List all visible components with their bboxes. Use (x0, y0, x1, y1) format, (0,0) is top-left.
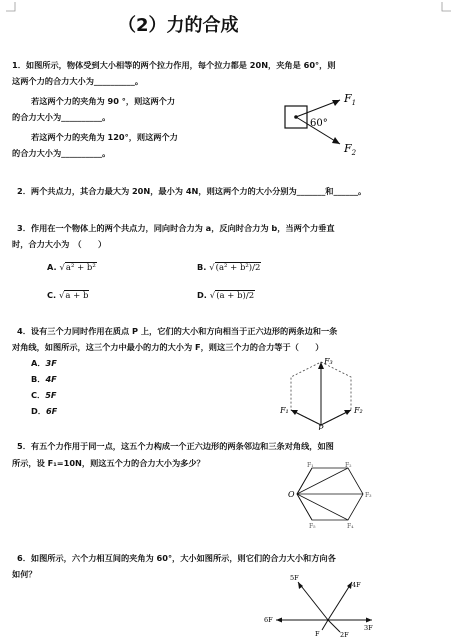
q4-option-d[interactable] (31, 406, 57, 417)
q6-arrow-5f (298, 582, 328, 620)
q4-option-b[interactable] (31, 374, 57, 385)
q3-option-a-label: A. (47, 262, 57, 272)
q1-line3: 若这两个力的夹角为 90 °，则这两个力 (31, 96, 176, 106)
q4-label-f3: F₃ (324, 357, 333, 366)
q6-label-6f: 6F (264, 616, 273, 624)
q6-label-5f: 5F (290, 574, 299, 582)
q3-option-b-expr: √(a² + b²)/2 (209, 263, 261, 273)
q3-option-c-label: C. (47, 290, 57, 300)
q6-label-3f: 3F (364, 624, 373, 632)
q6-arrow-4f (328, 582, 352, 620)
q5-label-f1: F₁ (307, 462, 314, 469)
q6-label-2f: 2F (340, 631, 349, 638)
q1-label-f1: $F_1$ (344, 92, 357, 107)
q6-arrow-f (322, 620, 328, 630)
q1-line4: 的合力大小为__________。 (12, 112, 111, 122)
q3-option-d-expr: √(a + b)/2 (209, 291, 255, 301)
q3-line2: 时，合力大小为 （ ） (12, 239, 107, 249)
q1-line1: 1．如图所示，物体受到大小相等的两个拉力作用，每个拉力都是 20N，夹角是 60°，则 (12, 60, 336, 70)
q1-line5: 若这两个力的夹角为 120°，则这两个力 (31, 132, 178, 142)
q6-line2: 如何？ (12, 569, 37, 579)
q3-option-d-label: D. (197, 290, 207, 300)
q4-line2: 对角线，如图所示，这三个力中最小的力的大小为 F，则这三个力的合力等于（ ） (12, 342, 324, 352)
q4-line1: 4．设有三个力同时作用在质点 P 上，它们的大小和方向相当于正六边形的两条边和一条 (17, 326, 338, 336)
q4-label-p: P (318, 424, 324, 430)
q6-label-f: F (315, 630, 320, 638)
q4-option-d-label: D． (31, 406, 46, 416)
q1-arrowhead-f2 (332, 137, 340, 144)
corner-mark-top-left (6, 2, 16, 12)
q4-option-a[interactable] (31, 358, 57, 369)
q6-line1: 6．如图所示，六个力相互间的夹角为 60°，大小如图所示，则它们的合力大小和方向各 (17, 553, 336, 563)
q1-force-diagram (280, 86, 370, 156)
q3-line1: 3．作用在一个物体上的两个共点力，同向时合力为 a，反向时合力为 b，当两个力垂直 (17, 223, 335, 233)
q6-arrowhead-3f (366, 618, 372, 623)
q4-label-f2: F₂ (354, 406, 363, 415)
q5-label-f4: F₄ (347, 523, 354, 530)
q5-line1: 5．有五个力作用于同一点，这五个力构成一个正六边形的两条邻边和三条对角线，如图 (17, 441, 334, 451)
q4-option-b-label: B． (31, 374, 46, 384)
q3-option-a-expr: √a² + b² (59, 263, 96, 273)
q3-option-d[interactable] (197, 290, 255, 301)
q5-label-f2: F₂ (345, 462, 352, 469)
q1-label-angle: 60° (310, 118, 328, 129)
q5-label-f3: F₃ (365, 492, 372, 499)
q4-option-a-label: A． (31, 358, 46, 368)
q4-option-a-value: 3F (45, 358, 57, 368)
q1-line6: 的合力大小为__________。 (12, 148, 111, 158)
q6-arrowhead-6f (276, 618, 282, 623)
q1-line2: 这两个力的合力大小为__________。 (12, 76, 144, 86)
corner-mark-top-right (441, 2, 451, 12)
q4-label-f1: F₁ (280, 406, 289, 415)
q5-label-f5: F₅ (309, 523, 316, 530)
q4-option-d-value: 6F (45, 406, 58, 416)
q3-option-b-label: B. (197, 262, 207, 272)
page-title: （2）力的合成 (118, 15, 239, 36)
q3-option-b[interactable] (197, 262, 261, 273)
q6-force-diagram (262, 568, 382, 638)
q5-line2: 所示，设 F₁=10N，则这五个力的合力大小为多少？ (12, 458, 205, 468)
q4-hexagon-diagram (280, 355, 370, 430)
q2-text: 2．两个共点力，其合力最大为 20N，最小为 4N，则这两个力的大小分别为_______和______。 (17, 186, 367, 196)
q5-hexagon-diagram (285, 460, 385, 530)
q6-arrow-2f (328, 620, 340, 632)
q4-option-b-value: 4F (45, 374, 57, 384)
q3-option-c[interactable] (47, 290, 89, 301)
q4-option-c-label: C． (31, 390, 46, 400)
q3-option-c-expr: √a + b (58, 291, 89, 301)
q4-option-c-value: 5F (45, 390, 57, 400)
q5-label-o: O (288, 490, 295, 499)
q4-option-c[interactable] (31, 390, 57, 401)
q6-label-4f: 4F (352, 581, 361, 589)
q1-label-f2: $F_2$ (344, 142, 357, 156)
q3-option-a[interactable] (47, 262, 97, 273)
